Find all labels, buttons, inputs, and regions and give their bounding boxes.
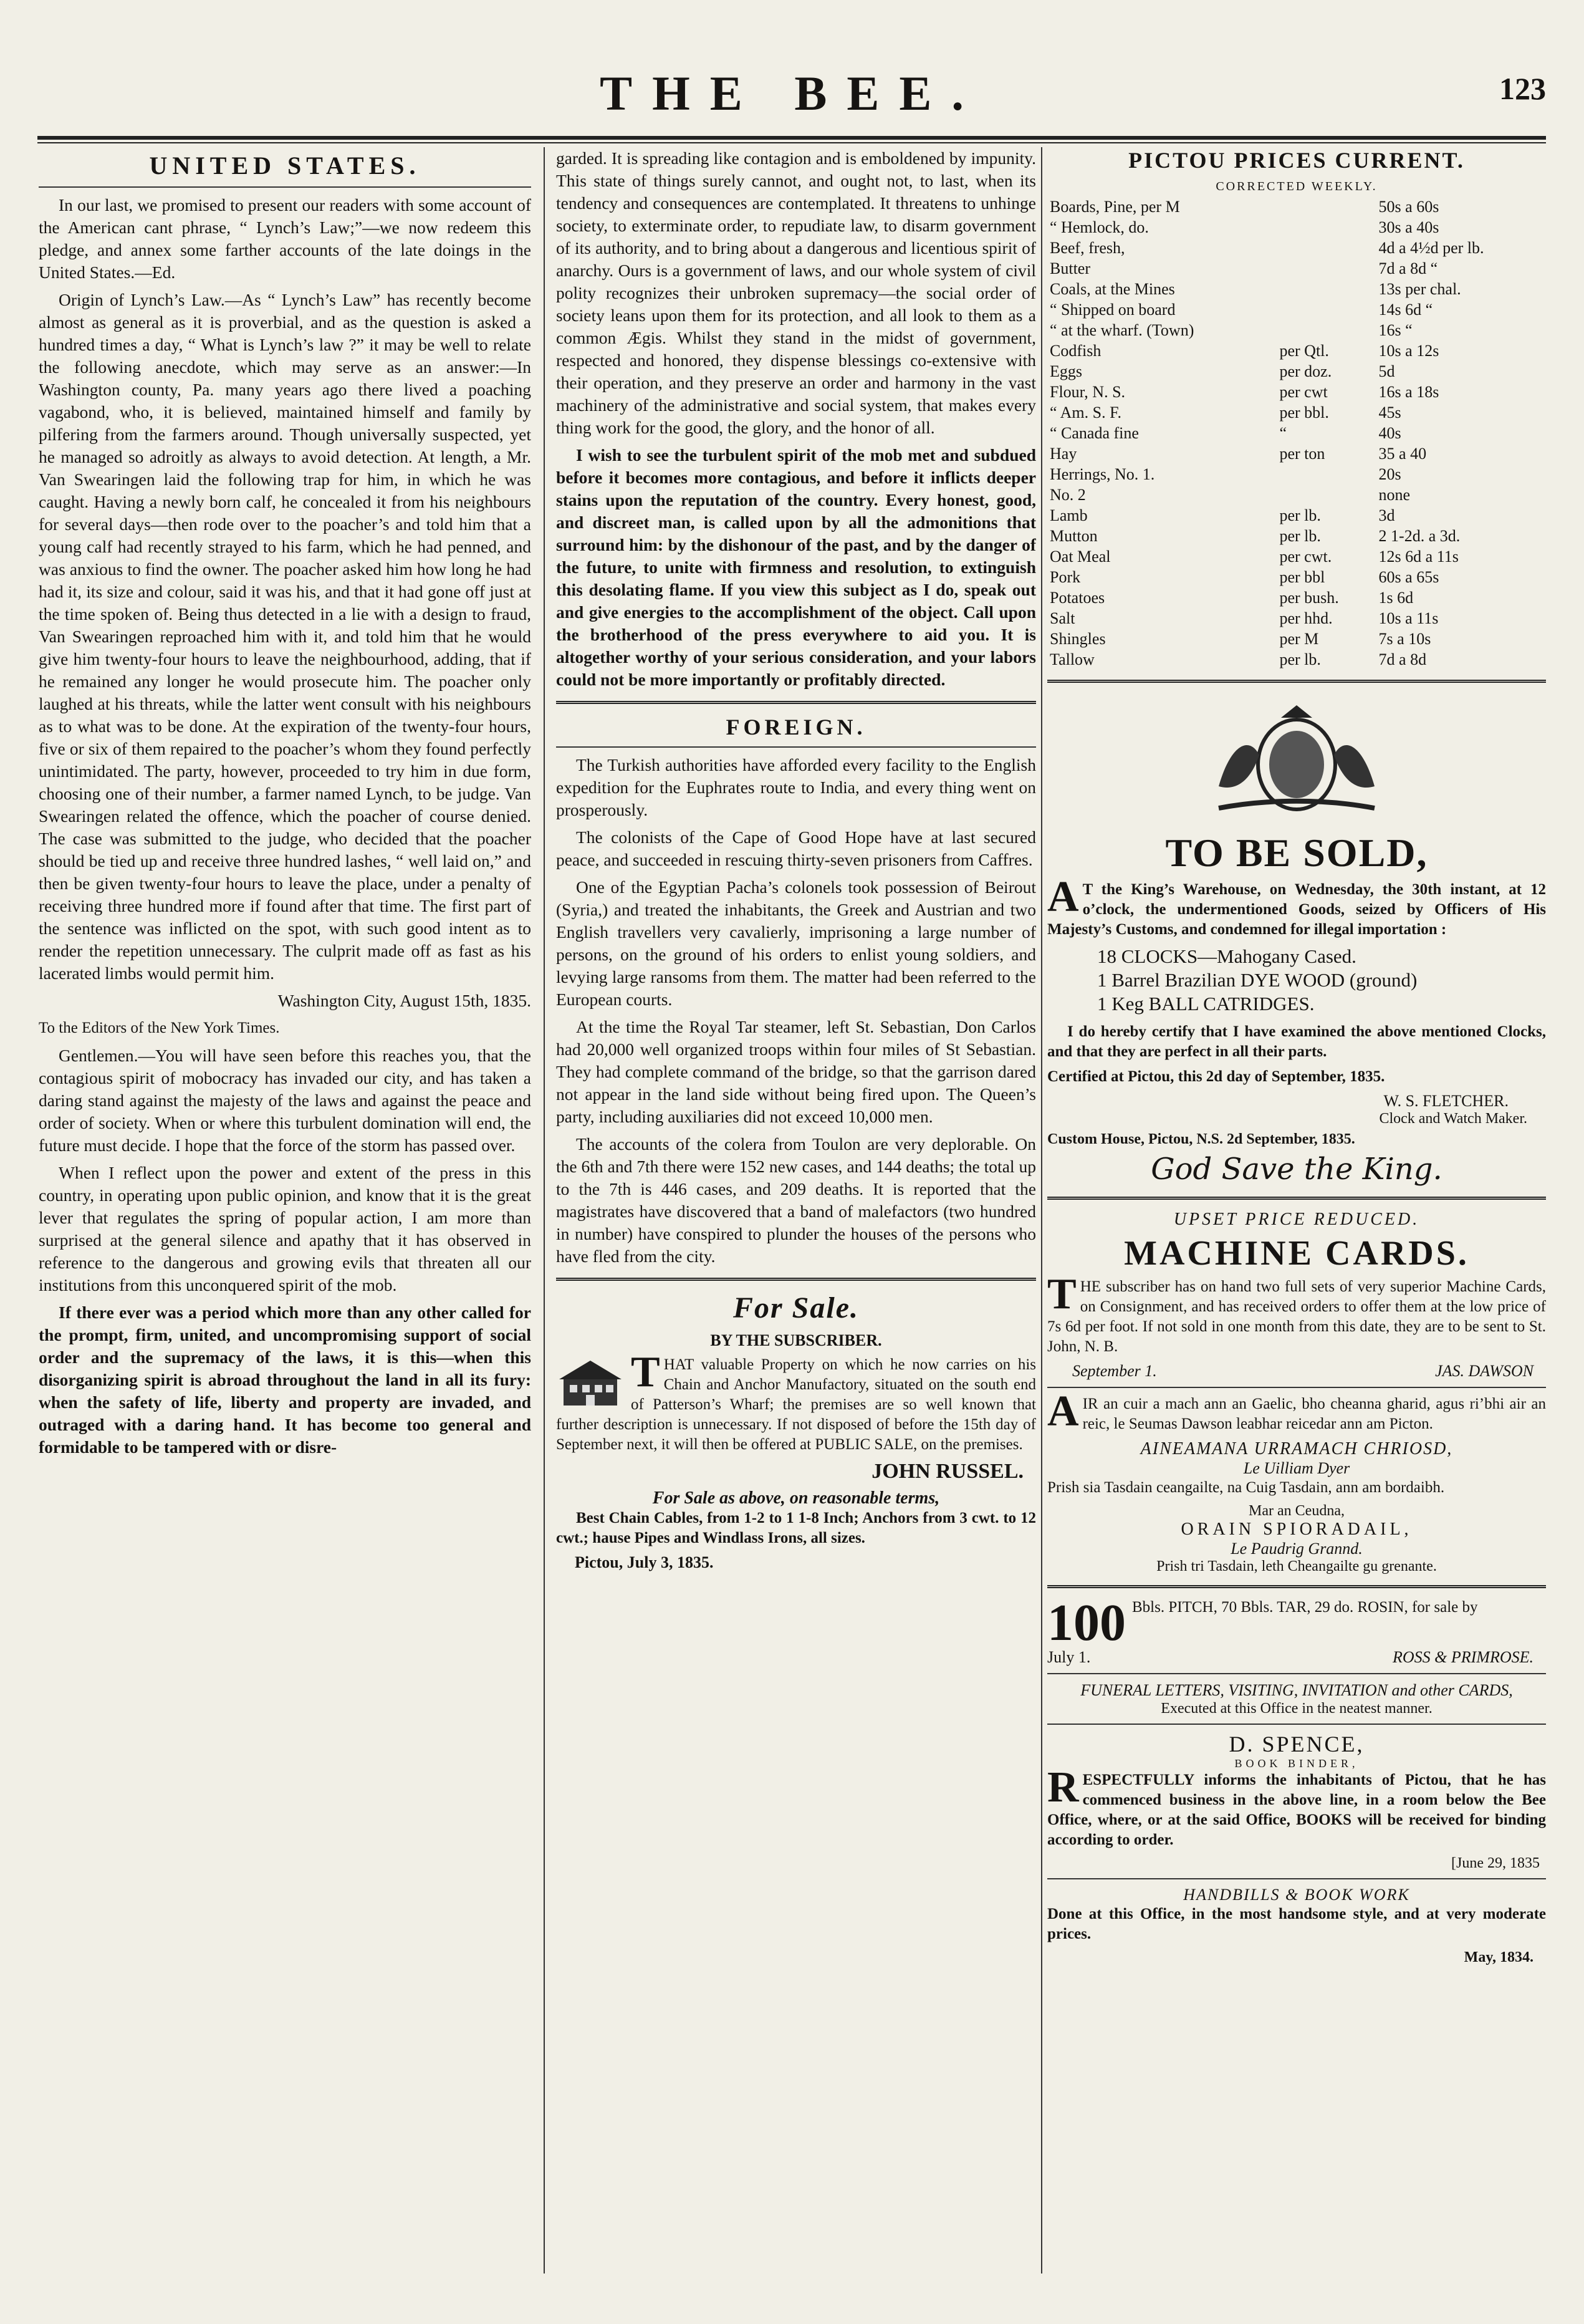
price-unit: per hhd.: [1279, 609, 1333, 627]
pitch-quantity: 100: [1047, 1594, 1126, 1652]
price-price: 35 a 40: [1378, 445, 1427, 463]
price-price: 10s a 12s: [1378, 342, 1439, 360]
letter-paragraph: When I reflect upon the power and extent of the press in this country, in operating upon public opinion, and know that it is the great lever that regulates the spring of popular action, I am more than surprised at the general silence and apathy that it has observed in reference to the dangerous and growing evils that threaten all our institutions from this unconquered spirit of the mob.: [39, 1163, 531, 1295]
price-row: [1047, 526, 1546, 546]
foreign-item: The accounts of the colera from Toulon are very deplorable. On the 6th and 7th there were 152 new cases, and 144 deaths; the total up to the 7th is 446 cases, and 209 deaths. It is reported that the magistrates have discovered that a band of malefactors (two hundred in number) have conspired to plunder the houses of the persons who have fled from the city.: [556, 1134, 1036, 1266]
price-price: none: [1378, 486, 1411, 504]
price-item: Mutton: [1050, 527, 1098, 545]
letter-dateline: Washington City, August 15th, 1835.: [277, 991, 531, 1010]
price-unit: per bbl.: [1279, 403, 1329, 422]
price-price: 16s a 18s: [1378, 383, 1439, 401]
price-row: [1047, 505, 1546, 526]
machine-cards-date: September 1.: [1072, 1362, 1157, 1380]
foreign-item: The colonists of the Cape of Good Hope have at last secured peace, and succeeded in rescuing thirty-seven prisoners from Caffres.: [556, 827, 1036, 869]
for-sale-byline: BY THE SUBSCRIBER.: [710, 1331, 882, 1349]
article-intro: In our last, we promised to present our readers with some account of the American cant phrase, “ Lynch’s Law;”—we now redeem this pledge, and annex some farther accounts of the late doings in the United States.—Ed.: [39, 195, 531, 282]
price-item: No. 2: [1050, 486, 1086, 504]
price-row: [1047, 299, 1546, 320]
price-item: Shingles: [1050, 630, 1106, 648]
to-be-sold-items: [1097, 945, 1546, 1016]
price-item: Oat Meal: [1050, 547, 1111, 566]
price-row: [1047, 340, 1546, 361]
letter-paragraph: If there ever was a period which more than any other called for the prompt, firm, united, and uncompromising support of social order and the supremacy of the laws, it is this—when this disorganizing spirit is abroad throughout the land in all its fury: when the safety of life, liberty and property are invaded, and outraged with a daring hand. It has become too general and formidable to be tampered with or disre-: [39, 1303, 531, 1457]
pitch-date: July 1.: [1047, 1648, 1091, 1666]
certificate-role: Clock and Watch Maker.: [1379, 1111, 1527, 1127]
for-sale-text: THAT valuable Property on which he now carries on his Chain and Anchor Manufactory, situated on the south end of Patterson’s Wharf; the premises are so well known that further description is unnecessary. If not disposed of before the 15th day of September next, it will then be offered at PUBLIC SALE, on the premises.: [556, 1348, 1036, 1453]
letter-continued: I wish to see the turbulent spirit of the mob met and subdued before it becomes more contagious, and before it inflicts deeper stains upon the reputation of the country. Every honest, good, and discreet man, is called upon by all the admonitions that surround him: by the dishonour of the past, and by the danger of the future, to unite with firmness and resolution, to extinguish this desolating flame. If you view this subject as I do, speak out and give energies to the accomplishment of the object. Call upon the brotherhood of the press everywhere to aid you. It is altogether worthy of your serious consideration, and your labors could not be more importantly or profitably directed.: [556, 445, 1036, 689]
price-row: [1047, 546, 1546, 567]
page-number: 123: [1499, 71, 1546, 106]
to-be-sold-heading: TO BE SOLD,: [1165, 831, 1428, 875]
price-item: “ at the wharf. (Town): [1050, 321, 1194, 339]
price-row: [1047, 423, 1546, 443]
price-price: 60s a 65s: [1378, 568, 1439, 586]
price-unit: “: [1279, 424, 1287, 442]
gaelic-book-title-2: ORAIN SPIORADAIL,: [1181, 1520, 1413, 1539]
machine-cards-text: THE subscriber has on hand two full sets of very superior Machine Cards, on Consignment, and has received orders to offer them at the low price of 7s 6d per foot. If not sold in one month from this date, they are to be sent to St. John, N. B.: [1047, 1270, 1546, 1355]
price-unit: [1277, 320, 1376, 340]
for-sale-date: Pictou, July 3, 1835.: [575, 1553, 714, 1571]
foreign-item: At the time the Royal Tar steamer, left St. Sebastian, Don Carlos had 20,000 well organized troops within four miles of St Sebastian. They had complete command of the bridge, so that the garrison dared not appear in the land side without being fired upon. The Queen’s party, including auxiliaries did not exceed 10,000 men.: [556, 1017, 1036, 1126]
sold-item: 18 CLOCKS—Mahogany Cased.: [1097, 945, 1356, 967]
price-item: Beef, fresh,: [1050, 239, 1125, 257]
column-united-states: [39, 147, 531, 2280]
price-unit: [1277, 464, 1376, 485]
clock-certificate: I do hereby certify that I have examined the above mentioned Clocks, and that they are perfect in all their parts.: [1047, 1023, 1546, 1060]
price-price: 14s 6d “: [1378, 301, 1433, 319]
price-price: 50s a 60s: [1378, 198, 1439, 216]
price-unit: [1277, 258, 1376, 279]
prices-subheading: CORRECTED WEEKLY.: [1216, 180, 1378, 193]
price-price: 2 1-2d. a 3d.: [1378, 527, 1461, 545]
price-unit: per bush.: [1279, 589, 1339, 607]
column-advertisements: [1047, 147, 1546, 2280]
price-price: 7d a 8d “: [1378, 259, 1438, 277]
price-price: 3d: [1378, 506, 1395, 524]
machine-cards-heading: MACHINE CARDS.: [1124, 1234, 1469, 1273]
to-be-sold-text: AT the King’s Warehouse, on Wednesday, the 30th instant, at 12 o’clock, the undermentioned Goods, seized by Officers of His Majesty’s Customs, and condemned for illegal importation :: [1047, 873, 1546, 938]
letter-paragraph: Gentlemen.—You will have seen before this reaches you, that the contagious spirit of mobocracy has invaded our city, and has taken a daring stand against the majesty of the laws and against the peace and order of society. When or where this turbulent domination will end, the future must decide. I hope that the force of the storm has passed over.: [39, 1046, 531, 1155]
letter-address: To the Editors of the New York Times.: [39, 1020, 280, 1036]
spence-subheading: BOOK BINDER,: [1234, 1757, 1359, 1770]
gaelic-book-author-2: Le Paudrig Grannd.: [1231, 1540, 1363, 1558]
gaelic-book-author: Le Uilliam Dyer: [1243, 1459, 1350, 1477]
funeral-letters-notice: FUNERAL LETTERS, VISITING, INVITATION and other CARDS,: [1080, 1681, 1513, 1699]
column-foreign: [556, 147, 1036, 2280]
prices-table: [1047, 196, 1546, 670]
foreign-item: The Turkish authorities have afforded every facility to the English expedition for the Euphrates route to India, and every thing went on prosperously.: [556, 755, 1036, 819]
prices-heading: PICTOU PRICES CURRENT.: [1128, 148, 1465, 173]
for-sale-items: Best Chain Cables, from 1-2 to 1 1-8 Inch; Anchors from 3 cwt. to 12 cwt.; hause Pipes and Windlass Irons, all sizes.: [556, 1510, 1036, 1546]
certificate-signature: W. S. FLETCHER.: [1383, 1092, 1509, 1110]
royal-arms-crest-icon: [1194, 693, 1399, 824]
gaelic-book-price-2: Prish tri Tasdain, leth Cheangailte gu grenante.: [1156, 1558, 1437, 1574]
price-row: [1047, 238, 1546, 258]
price-unit: per lb.: [1279, 650, 1321, 668]
custom-house-date: Custom House, Pictou, N.S. 2d September, 1835.: [1047, 1131, 1355, 1147]
price-unit: per M: [1279, 630, 1319, 648]
pitch-text: Bbls. PITCH, 70 Bbls. TAR, 29 do. ROSIN, for sale by: [1132, 1599, 1478, 1616]
letter-continued: garded. It is spreading like contagion and is emboldened by impunity. This state of things surely cannot, and ought not, to last, when its tendency and consequences are contemplated. It threatens to unhinge society, to exterminate order, to repudiate law, to disarm government of its authority, and to bring about a dangerous and licentious spirit of anarchy. Ours is a government of laws, and our whole system of civil polity recognizes their unbroken supremacy—the social order of society leans upon them for its protection, and all look to them as a common Ægis. Whilst they stand in the midst of government, respected and honored, they dispense blessings co-extensive with their operation, and they preserve an order and harmony in the vast machinery of the administrative and social system, that makes every thing work for the good, the glory, and the honor of all.: [556, 148, 1036, 437]
price-row: [1047, 402, 1546, 423]
spence-heading: D. SPENCE,: [1229, 1732, 1365, 1757]
price-item: Butter: [1050, 259, 1090, 277]
handbills-text: Done at this Office, in the most handsome style, and at very moderate prices.: [1047, 1906, 1546, 1942]
price-row: [1047, 485, 1546, 505]
price-price: 16s “: [1378, 321, 1413, 339]
price-item: Hay: [1050, 445, 1077, 463]
price-unit: [1277, 196, 1376, 217]
price-unit: per Qtl.: [1279, 342, 1329, 360]
price-item: “ Am. S. F.: [1050, 403, 1121, 422]
sold-item: 1 Barrel Brazilian DYE WOOD (ground): [1097, 969, 1418, 991]
price-row: [1047, 196, 1546, 217]
price-unit: per ton: [1279, 445, 1325, 463]
price-unit: [1277, 217, 1376, 238]
price-unit: per doz.: [1279, 362, 1332, 380]
funeral-letters-sub: Executed at this Office in the neatest manner.: [1161, 1700, 1433, 1717]
upset-price: UPSET PRICE REDUCED.: [1173, 1210, 1420, 1229]
price-item: Flour, N. S.: [1050, 383, 1126, 401]
price-unit: per cwt.: [1279, 547, 1332, 566]
price-item: Tallow: [1050, 650, 1095, 668]
newspaper-title: THE BEE.: [600, 66, 984, 120]
spence-text: RESPECTFULLY informs the inhabitants of Pictou, that he has commenced business in the above line, in a room below the Bee Office, where, or at the said Office, BOOKS will be received for binding according to order.: [1047, 1763, 1546, 1848]
price-item: Salt: [1050, 609, 1075, 627]
foreign-item: One of the Egyptian Pacha’s colonels took possession of Beirout (Syria,) and treated the inhabitants, the Greek and Austrian and two English travellers very cavalierly, imprisoning a large number of persons, on the ground of his orders to enlist young soldiers, and levying large ransoms from them. The matter had been referred to the European courts.: [556, 877, 1036, 1009]
gaelic-also: Mar an Ceudna,: [1249, 1503, 1345, 1519]
sold-item: 1 Keg BALL CATRIDGES.: [1097, 993, 1315, 1015]
price-unit: [1277, 279, 1376, 299]
machine-cards-signature: JAS. DAWSON: [1435, 1362, 1534, 1380]
price-row: [1047, 649, 1546, 670]
price-item: Eggs: [1050, 362, 1082, 380]
price-row: [1047, 320, 1546, 340]
price-price: 5d: [1378, 362, 1395, 380]
section-heading-foreign: FOREIGN.: [726, 715, 866, 740]
handbills-heading: HANDBILLS & BOOK WORK: [1183, 1886, 1410, 1904]
price-row: [1047, 258, 1546, 279]
spence-date: [June 29, 1835: [1451, 1855, 1540, 1871]
price-price: 4d a 4½d per lb.: [1378, 239, 1484, 257]
price-row: [1047, 361, 1546, 382]
price-row: [1047, 217, 1546, 238]
price-item: Herrings, No. 1.: [1050, 465, 1155, 483]
price-row: [1047, 567, 1546, 587]
price-price: 13s per chal.: [1378, 280, 1461, 298]
price-unit: per lb.: [1279, 506, 1321, 524]
price-unit: [1277, 485, 1376, 505]
price-item: Codfish: [1050, 342, 1102, 360]
pitch-signature: ROSS & PRIMROSE.: [1392, 1648, 1534, 1666]
price-price: 45s: [1378, 403, 1401, 422]
price-row: [1047, 464, 1546, 485]
price-item: Pork: [1050, 568, 1081, 586]
price-unit: [1277, 238, 1376, 258]
price-unit: per cwt: [1279, 383, 1328, 401]
masthead: [37, 59, 1546, 134]
house-icon: [556, 1357, 625, 1407]
price-item: Lamb: [1050, 506, 1088, 524]
price-row: [1047, 443, 1546, 464]
price-item: “ Shipped on board: [1050, 301, 1176, 319]
column-rule-1: [544, 147, 545, 2273]
price-item: “ Hemlock, do.: [1050, 218, 1149, 236]
price-price: 40s: [1378, 424, 1401, 442]
price-unit: [1277, 299, 1376, 320]
price-price: 30s a 40s: [1378, 218, 1439, 236]
god-save-the-king: God Save the King.: [1151, 1152, 1442, 1187]
gaelic-notice: AIR an cuir a mach ann an Gaelic, bho cheanna gharid, agus ri’bhi air an reic, le Seumas Dawson leabhar reicedar ann am Picton.: [1047, 1387, 1546, 1435]
gaelic-book-title: AINEAMANA URRAMACH CHRIOSD,: [1140, 1439, 1453, 1459]
for-sale-terms: For Sale as above, on reasonable terms,: [652, 1488, 940, 1508]
price-row: [1047, 608, 1546, 629]
price-unit: per lb.: [1279, 527, 1321, 545]
price-price: 1s 6d: [1378, 589, 1414, 607]
price-unit: per bbl: [1279, 568, 1325, 586]
price-price: 10s a 11s: [1378, 609, 1439, 627]
price-price: 12s 6d a 11s: [1378, 547, 1459, 566]
pitch-advert: [1047, 1594, 1546, 1652]
price-price: 7d a 8d: [1378, 650, 1427, 668]
for-sale-signature: JOHN RUSSEL.: [871, 1460, 1024, 1483]
column-rule-2: [1041, 147, 1042, 2273]
price-row: [1047, 279, 1546, 299]
price-row: [1047, 382, 1546, 402]
price-row: [1047, 629, 1546, 649]
price-item: Boards, Pine, per M: [1050, 198, 1180, 216]
gaelic-book-price: Prish sia Tasdain ceangailte, na Cuig Tasdain, ann am bordaibh.: [1047, 1479, 1445, 1496]
handbills-date: May, 1834.: [1464, 1949, 1534, 1965]
price-price: 7s a 10s: [1378, 630, 1431, 648]
masthead-rule: [37, 136, 1546, 143]
price-item: “ Canada fine: [1050, 424, 1139, 442]
price-price: 20s: [1378, 465, 1401, 483]
price-row: [1047, 587, 1546, 608]
certificate-date: Certified at Pictou, this 2d day of September, 1835.: [1047, 1068, 1385, 1085]
price-item: Coals, at the Mines: [1050, 280, 1175, 298]
section-heading-united-states: UNITED STATES.: [149, 152, 421, 180]
price-item: Potatoes: [1050, 589, 1105, 607]
for-sale-heading: For Sale.: [732, 1291, 860, 1324]
article-lynch-origin: Origin of Lynch’s Law.—As “ Lynch’s Law” has recently become almost as general as it is proverbial, and as the question is asked a hundred times a day, “ What is Lynch’s law ?” it may be well to relate the following anecdote, which may serve as an answer:—In Washington county, Pa. many years ago there lived a poaching vagabond, who, it is believed, maintained himself and family by pilfering from the farmers around. Though universally suspected, yet he managed so adroitly as always to avoid detection. At length, a Mr. Van Swearingen laid the following trap for him, in which he was caught. Having a newly born calf, he concealed it from his neighbours for several days—then rode over to the poacher’s and told him that a young calf had recently strayed to his farm, which he had penned, and was anxious to find the owner. The poacher asked him how long he had had it, its size and colour, said it was his, and that it had gone off just at the time spoken of. Being thus detected in a lie with a design to fraud, Van Swearingen reproached him with it, and told him that he would give him twenty-four hours to leave the neighbourhood, adding, that if he remained any longer he would prosecute him. The poacher only laughed at his threats, while the latter went consult with his neighbours as to what was to be done. At the expiration of the twenty-four hours, five or six of them repaired to the poacher’s whom they found perfectly unintimidated. The party, however, proceeded to try him in due form, choosing one of their number, a farmer named Lynch, to be judge. Van Swearingen related the offence, which the poacher of course denied. The case was submitted to the judge, who decided that the poacher should be tied up and receive three hundred lashes, “ well laid on,” and then be given twenty-four hours to leave the place, under a penalty of receiving three hundred more if found after that time. The first part of the sentence was inflicted on the spot, with such good intent as to render the repetition unnecessary. The culprit made off as fast as his lacerated limbs would permit him.: [39, 290, 531, 983]
